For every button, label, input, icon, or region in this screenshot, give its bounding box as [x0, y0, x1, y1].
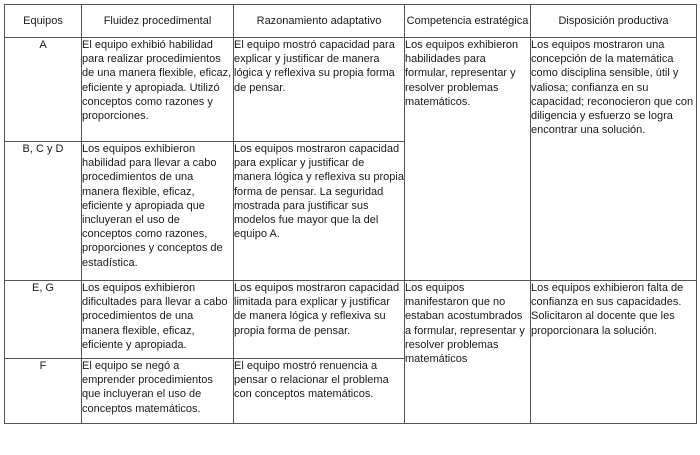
header-equipos: Equipos [5, 5, 82, 38]
team-eg-fluidez: Los equipos exhibieron dificultades para llevar a cabo procedimientos de una manera flexible, eficaz, eficiente y apropiada. [82, 281, 234, 359]
team-eg-razonamiento: Los equipos mostraron capacidad limitada para explicar y justificar de manera lógica y reflexiva su propia forma de pensar. [234, 281, 405, 359]
evaluation-rubric-table [4, 4, 697, 424]
team-f-fluidez: El equipo se negó a emprender procedimientos que incluyeran el uso de conceptos matemáticos. [82, 359, 234, 424]
row-team-eg [5, 281, 697, 359]
competencia-bottom-cell: Los equipos manifestaron que no estaban acostumbrados a formular, representar y resolver problemas matemáticos [405, 281, 531, 424]
disposicion-top-cell: Los equipos mostraron una concepción de la matemática como disciplina sensible, útil y valiosa; confianza en su capacidad; reconocieron que con diligencia y esfuerzo se logra encontrar una solución. [531, 38, 697, 281]
competencia-top-cell: Los equipos exhibieron habilidades para formular, representar y resolver problemas matemáticos. [405, 38, 531, 281]
team-a-razonamiento: El equipo mostró capacidad para explicar y justificar de manera lógica y reflexiva su propia forma de pensar. [234, 38, 405, 142]
disposicion-bottom-cell: Los equipos exhibieron falta de confianza en sus capacidades. Solicitaron al docente que les proporcionara la solución. [531, 281, 697, 424]
row-team-a [5, 38, 697, 142]
header-disposicion: Disposición productiva [531, 5, 697, 38]
team-bcd-label: B, C y D [5, 142, 82, 281]
team-f-label: F [5, 359, 82, 424]
team-f-razonamiento: El equipo mostró renuencia a pensar o relacionar el problema con conceptos matemáticos. [234, 359, 405, 424]
team-a-fluidez: El equipo exhibió habilidad para realizar procedimientos de una manera flexible, eficaz, eficiente y apropiada. Utilizó conceptos como razones y proporciones. [82, 38, 234, 142]
team-a-label: A [5, 38, 82, 142]
team-bcd-fluidez: Los equipos exhibieron habilidad para llevar a cabo procedimientos de una manera flexible, eficaz, eficiente y apropiada que incluyeran el uso de conceptos como razones, proporciones y conceptos de estadística. [82, 142, 234, 281]
header-competencia: Competencia estratégica [405, 5, 531, 38]
header-razonamiento: Razonamiento adaptativo [234, 5, 405, 38]
header-fluidez: Fluidez procedimental [82, 5, 234, 38]
team-bcd-razonamiento: Los equipos mostraron capacidad para explicar y justificar de manera lógica y reflexiva su propia forma de pensar. La seguridad mostrada para justificar sus modelos fue mayor que la del equipo A. [234, 142, 405, 281]
team-eg-label: E, G [5, 281, 82, 359]
header-row [5, 5, 697, 38]
